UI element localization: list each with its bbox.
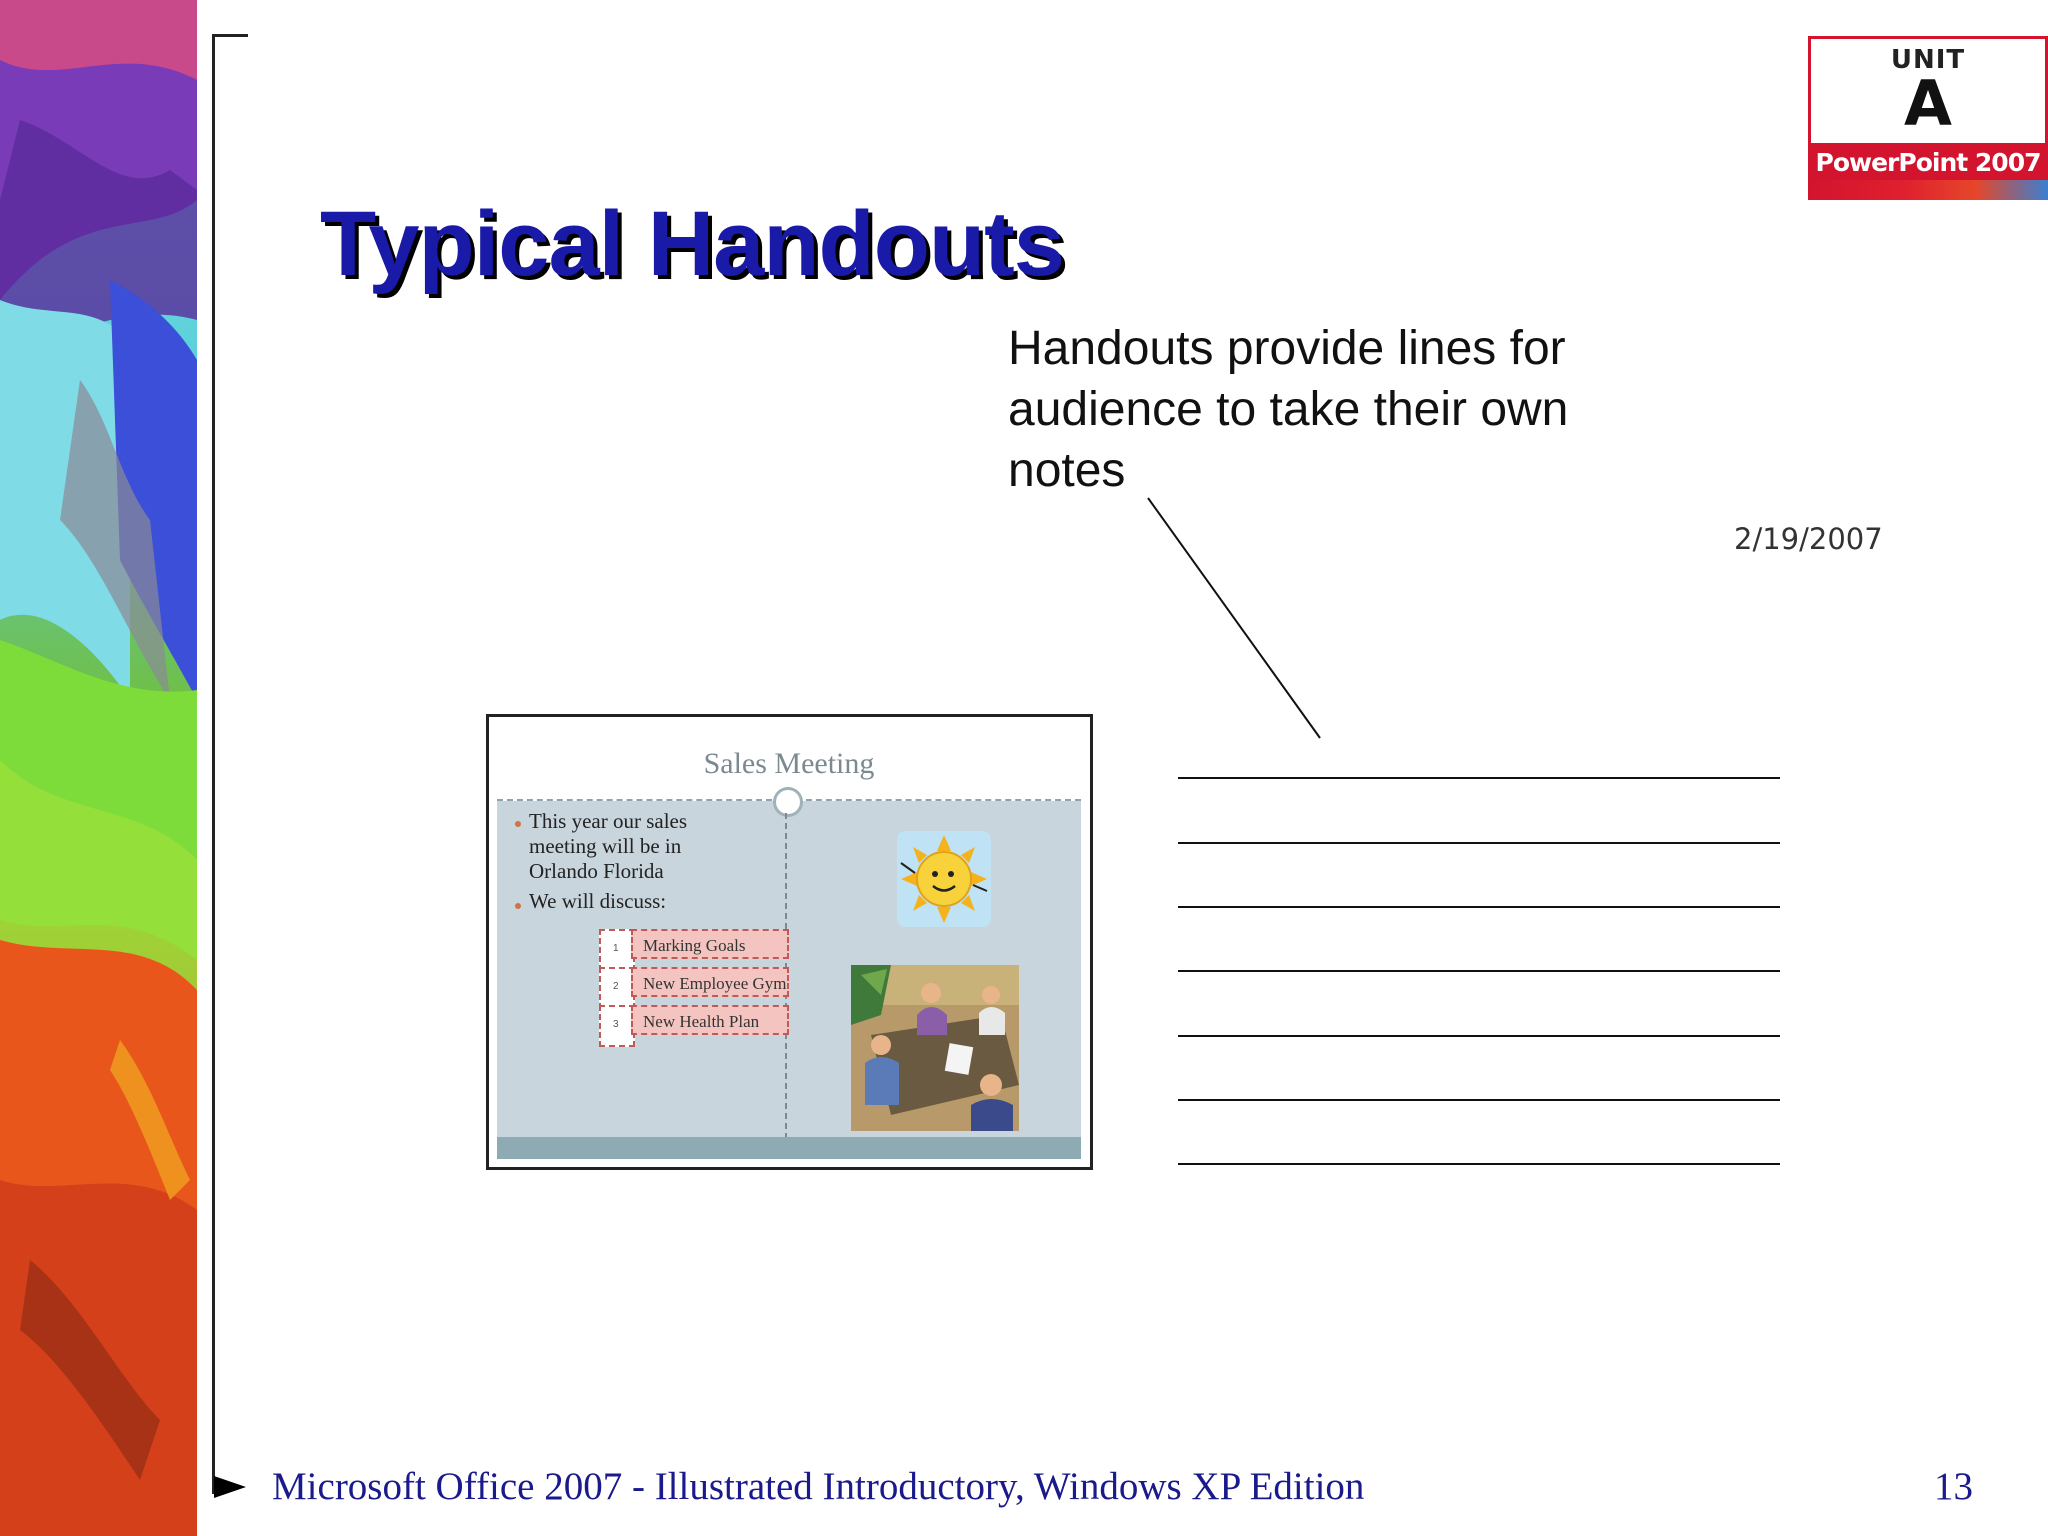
footer-arrow-icon <box>214 1476 246 1498</box>
thumbnail-canvas <box>497 725 1081 1159</box>
slide-title: Typical Handouts <box>320 193 1064 295</box>
slide-border-top <box>212 34 248 37</box>
note-line <box>1178 970 1780 972</box>
sun-clipart-icon <box>889 829 999 929</box>
note-line <box>1178 1163 1780 1165</box>
product-band <box>1808 146 2048 200</box>
item-chevron: 2 <box>599 967 635 1009</box>
slide-thumbnail <box>486 714 1093 1170</box>
note-line <box>1178 842 1780 844</box>
thumbnail-item: New Employee Gym <box>631 967 789 997</box>
thumbnail-title: Sales Meeting <box>703 747 875 780</box>
unit-badge-box <box>1808 36 2048 146</box>
item-chevron: 3 <box>599 1005 635 1047</box>
thumbnail-bullet-line: meeting will be in <box>529 834 682 858</box>
note-line <box>1178 1099 1780 1101</box>
page-number: 13 <box>1934 1465 1973 1508</box>
thumbnail-item: New Health Plan <box>631 1005 789 1035</box>
item-chevron: 1 <box>599 929 635 971</box>
callout-text: Handouts provide lines for audience to take their own notes <box>1008 322 1569 497</box>
bullet-dot <box>515 821 521 827</box>
thumbnail-bullet-line: We will discuss: <box>529 889 667 913</box>
unit-letter: A <box>1904 67 1952 140</box>
product-label: PowerPoint 2007 <box>1815 148 2041 177</box>
note-line <box>1178 906 1780 908</box>
thumbnail-footer-bar <box>497 1137 1081 1159</box>
footer-text: Microsoft Office 2007 - Illustrated Introductory, Windows XP Edition <box>272 1465 1365 1508</box>
unit-badge <box>1808 36 2048 200</box>
unit-label: UNIT <box>1890 45 1966 75</box>
handout-date: 2/19/2007 <box>1734 522 1883 556</box>
thumbnail-circle-ornament <box>773 787 803 817</box>
note-line <box>1178 777 1780 779</box>
meeting-clipart-icon <box>851 965 1019 1131</box>
bullet-dot <box>515 903 521 909</box>
thumbnail-item: Marking Goals <box>631 929 789 959</box>
note-line <box>1178 1035 1780 1037</box>
thumbnail-bullet-line: Orlando Florida <box>529 859 664 883</box>
decorative-paint-strip <box>0 0 197 1536</box>
thumbnail-bullet-line: This year our sales <box>529 809 688 833</box>
slide-border-left <box>212 34 215 1494</box>
